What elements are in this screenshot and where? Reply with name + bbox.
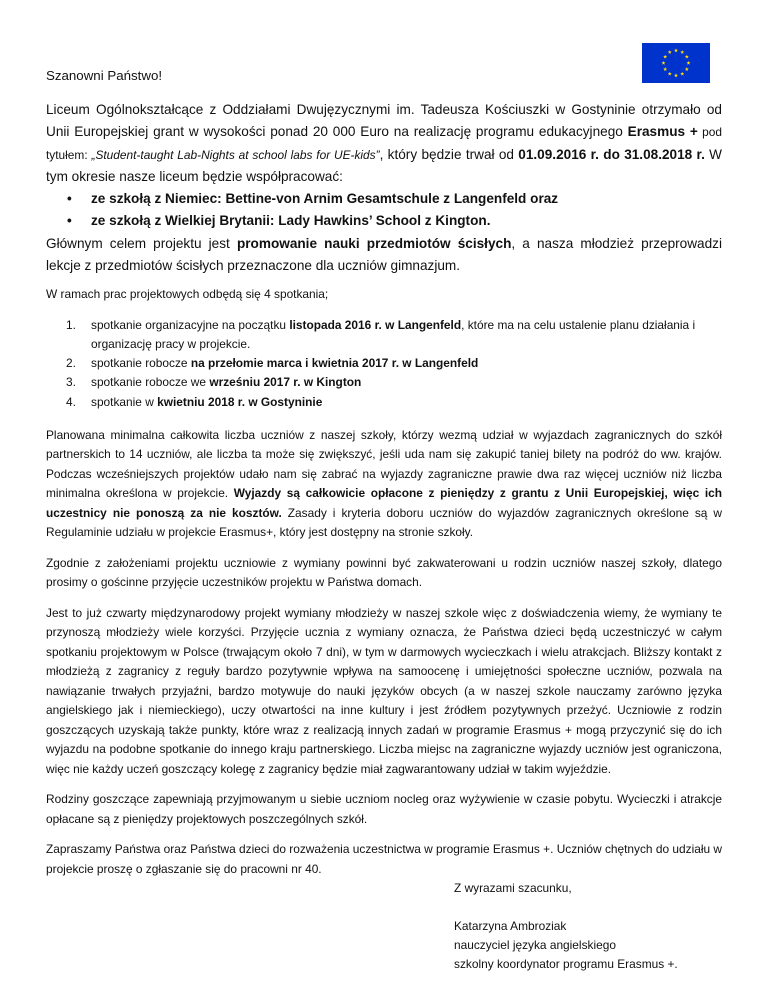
planned-paragraph: Planowana minimalna całkowita liczba uczniów z naszej szkoły, którzy wezmą udział w wyjazdach zagranicznych do szkół partnerskich to 14 uczniów, ale liczba ta może się zwiększyć, jeśli uda nam się zakupić taniej bilety na podróż do ww. krajów. Podczas wcześniejszych projektów udało nam się zabrać na wyjazdy zagraniczne prawie dwa raz więcej uczniów niż liczba minimalna określona w projekcie. Wyjazdy są całkowicie opłacone z pieniędzy z grantu z Unii Europejskiej, więc ich uczestnicy nie ponoszą za nie kosztów. Zasady i kryteria doboru uczniów do wyjazdów zagranicznych określone są w Regulaminie udziału w projekcie Erasmus+, który jest dostępny na stronie szkoły. <box>46 427 723 540</box>
meetings-list <box>46 316 722 412</box>
signer-name: Katarzyna Ambroziak <box>454 918 567 933</box>
signer-role-coordinator: szkolny koordynator programu Erasmus +. <box>454 957 678 972</box>
project-dates: 01.09.2016 r. do 31.08.2018 r. <box>518 146 705 162</box>
meeting-item: 4. spotkanie w kwietniu 2018 r. w Gostyninie <box>66 394 323 409</box>
intro-paragraph <box>46 99 722 188</box>
letter-body <box>46 66 722 975</box>
hosting-paragraph: Zgodnie z założeniami projektu uczniowie z wymiany powinni być zakwaterowani u rodzin uczniów naszej szkoły, dlatego prosimy o gościnne przyjęcie uczestników projektu w Państwa domach. <box>46 555 722 590</box>
exchange-paragraph: Jest to już czwarty międzynarodowy projekt wymiany młodzieży w naszej szkole więc z doświadczenia wiemy, że wymiany te przynoszą młodzieży wiele korzyści. Przyjęcie ucznia z wymiany oznacza, że Państwa dzieci będą uczestniczyć w całym spotkaniu projektowym w Polsce (trwającym około 7 dni), w tym w darmowych wycieczkach i wielu atrakcjach. Bliższy kontakt z młodzieżą z zagranicy z reguły bardzo pozytywnie wpływa na samoocenę i umiejętności społeczne uczniów, pozwala na nawiązanie trwałych przyjaźni, bardzo motywuje do nauki języków obcych (a w naszej szkole nauczamy zarówno języka angielskiego jak i niemieckiego), uczy otwartości na inne kultury i jest źródłem pozytywnych przeżyć. Uczniowie z rodzin goszczących uzyskają także punkty, które wraz z realizacją innych zadań w programie Erasmus + mogą przyczynić się do ich wyjazdu na podobne spotkanie do innego kraju partnerskiego. Liczba miejsc na zagraniczne wyjazdy uczniów jest ograniczona, więc nie każdy uczeń goszczący kolegę z zagranicy będzie miał zagwarantowany udział w takim wyjeździe. <box>46 605 722 776</box>
program-name: Erasmus + <box>627 124 698 140</box>
meetings-intro: W ramach prac projektowych odbędą się 4 spotkania; <box>46 287 329 302</box>
goal-paragraph <box>46 233 722 278</box>
partner-list <box>46 188 722 233</box>
meeting-item: 3. spotkanie robocze we wrześniu 2017 r. w Kington <box>66 375 362 390</box>
invite-paragraph: Zapraszamy Państwa oraz Państwa dzieci do rozważenia uczestnictwa w programie Erasmus +. Uczniów chętnych do udziału w projekcie proszę o zgłaszanie się do pracowni nr 40. <box>46 842 722 876</box>
meeting-item: 2. spotkanie robocze na przełomie marca i kwietnia 2017 r. w Langenfeld <box>66 356 479 371</box>
signer-role: nauczyciel języka angielskiego <box>454 937 616 952</box>
meeting-item: 1. spotkanie organizacyjne na początku listopada 2016 r. w Langenfeld, które ma na celu ustalenie planu działania i organizację pracy w projekcie. <box>66 317 696 352</box>
families-paragraph: Rodziny goszczące zapewniają przyjmowanym u siebie uczniom nocleg oraz wyżywienie w czasie pobytu. Wycieczki i atrakcje opłacane są z pieniędzy projektowych poszczególnych szkół. <box>46 792 722 826</box>
intro-text-4: W tym okresie nasze liceum będzie współpracować: <box>46 146 723 184</box>
partner-item-germany: • ze szkołą z Niemiec: Bettine-von Arnim Gesamtschule z Langenfeld oraz <box>46 188 722 210</box>
intro-text-1: Liceum Ogólnokształcące z Oddziałami Dwujęzycznymi im. Tadeusza Kościuszki w Gostyninie otrzymało od Unii Europejskiej grant w wysokości ponad 20 000 Euro na realizację programu edukacyjnego <box>46 102 722 140</box>
project-title: „Student-taught Lab-Nights at school labs for UE-kids” <box>91 147 380 162</box>
closing-line: Z wyrazami szacunku, <box>454 881 572 896</box>
intro-text-3: , który będzie trwał od <box>379 146 519 162</box>
intro-text-2: pod tytułem: <box>46 125 722 162</box>
goal-text-2: , a nasza młodzież przeprowadzi lekcje z przedmiotów ścisłych przeznaczone dla uczniów gimnazjum. <box>46 235 722 274</box>
goal-highlight: promowanie nauki przedmiotów ścisłych <box>236 235 512 251</box>
goal-text-1: Głównym celem projektu jest <box>46 235 237 251</box>
funding-note: Wyjazdy są całkowicie opłacone z pieniędzy z grantu z Unii Europejskiej, więc ich uczestnicy nie ponoszą za nie kosztów. <box>46 486 723 520</box>
partner-item-uk: • ze szkołą z Wielkiej Brytanii: Lady Hawkins’ School z Kington. <box>46 210 722 232</box>
greeting: Szanowni Państwo! <box>46 68 163 83</box>
signature-block <box>454 879 722 974</box>
